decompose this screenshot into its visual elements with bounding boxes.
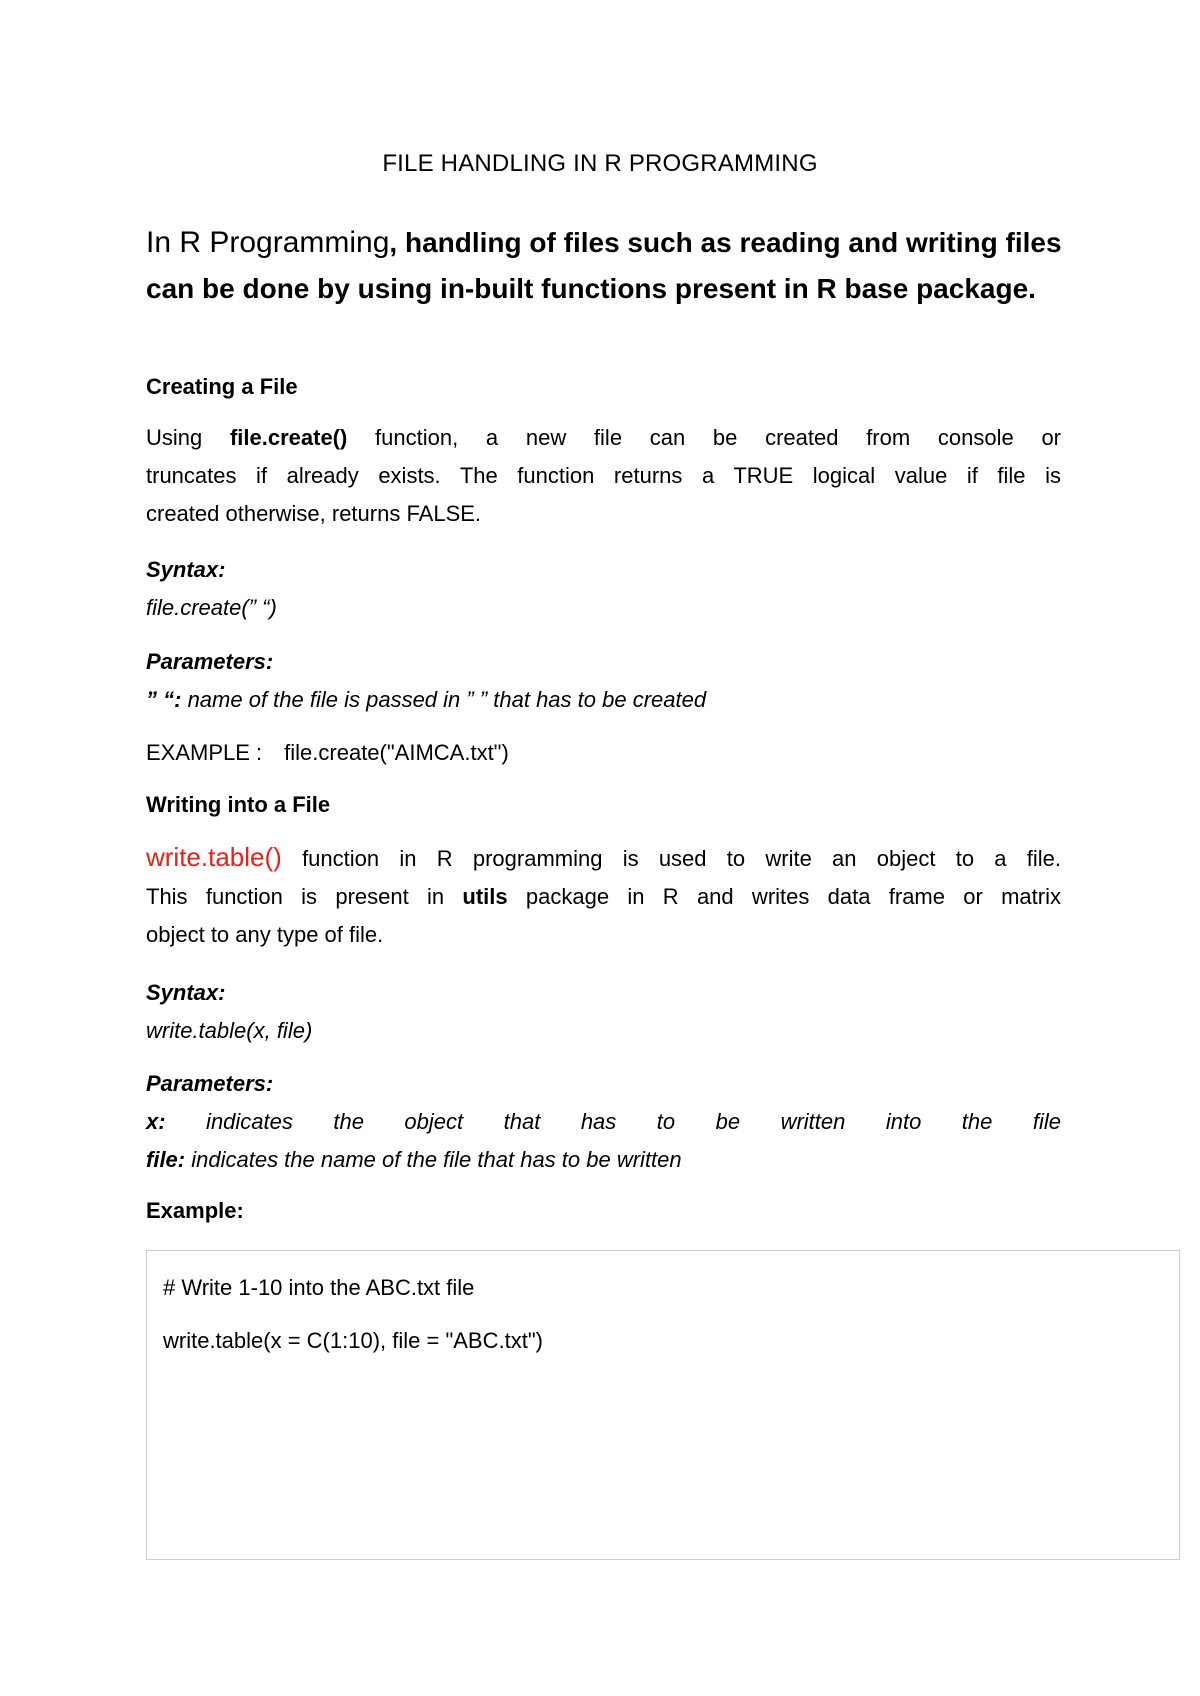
- param-x-desc: indicates the object that has to be written into the file: [165, 1109, 1061, 1134]
- param-key: ” “:: [146, 687, 182, 712]
- param-file-desc: indicates the name of the file that has to be written: [185, 1147, 682, 1172]
- param-x-line: [146, 1103, 1061, 1141]
- write-parameters: [146, 1065, 1061, 1179]
- write-paragraph-line-3: object to any type of file.: [146, 922, 384, 947]
- intro-lead: In R Programming: [146, 226, 390, 259]
- param-desc: name of the file is passed in ” ” that has to be created: [181, 687, 707, 712]
- file-create-function: file.create(): [229, 425, 348, 450]
- create-paragraph-line-3: created otherwise, returns FALSE.: [146, 501, 482, 526]
- create-syntax: [146, 551, 1061, 627]
- heading-creating-file: Creating a File: [146, 374, 298, 399]
- example-label: EXAMPLE :: [146, 740, 263, 765]
- code-box: [146, 1250, 1180, 1560]
- utils-keyword: utils: [462, 884, 508, 909]
- write-table-function: write.table(): [146, 842, 282, 872]
- intro-period: .: [1028, 273, 1036, 304]
- syntax-label: Syntax:: [146, 980, 226, 1005]
- intro-bold-text: handling of files such as reading and writing files can be done by using in-built functions present in R base package: [146, 227, 1062, 304]
- create-paragraph-line-2: truncates if already exists. The function returns a TRUE logical value if file is: [146, 463, 1061, 488]
- write-paragraph-line-2: This function is present in utils package in R and writes data frame or matrix: [146, 884, 1061, 909]
- parameters-label: Parameters:: [146, 649, 274, 674]
- code-line: write.table(x = C(1:10), file = "ABC.txt"): [163, 1328, 543, 1353]
- param-file-key: file:: [146, 1147, 186, 1172]
- create-paragraph-line-1: Using file.create() function, a new file can be created from console or: [146, 425, 1061, 450]
- heading-writing-file: Writing into a File: [146, 792, 331, 817]
- syntax-code: file.create(” “): [146, 595, 277, 620]
- write-paragraph: [146, 838, 1061, 954]
- param-file-line: [146, 1141, 1061, 1179]
- create-parameters: [146, 643, 1061, 719]
- param-x-key: x:: [146, 1109, 166, 1134]
- syntax-label: Syntax:: [146, 557, 226, 582]
- page-title: FILE HANDLING IN R PROGRAMMING: [382, 150, 818, 177]
- example-code: file.create("AIMCA.txt"): [284, 740, 509, 765]
- intro-paragraph: [146, 220, 1066, 312]
- syntax-code: write.table(x, file): [146, 1018, 313, 1043]
- write-syntax: [146, 974, 1061, 1050]
- parameters-label: Parameters:: [146, 1071, 274, 1096]
- write-paragraph-line-1: write.table() function in R programming is used to write an object to a file.: [146, 842, 1061, 872]
- create-paragraph: [146, 419, 1061, 533]
- create-example: [146, 734, 1061, 772]
- write-example-label: Example:: [146, 1198, 244, 1223]
- intro-comma: ,: [389, 227, 398, 258]
- code-comment: # Write 1-10 into the ABC.txt file: [163, 1275, 475, 1300]
